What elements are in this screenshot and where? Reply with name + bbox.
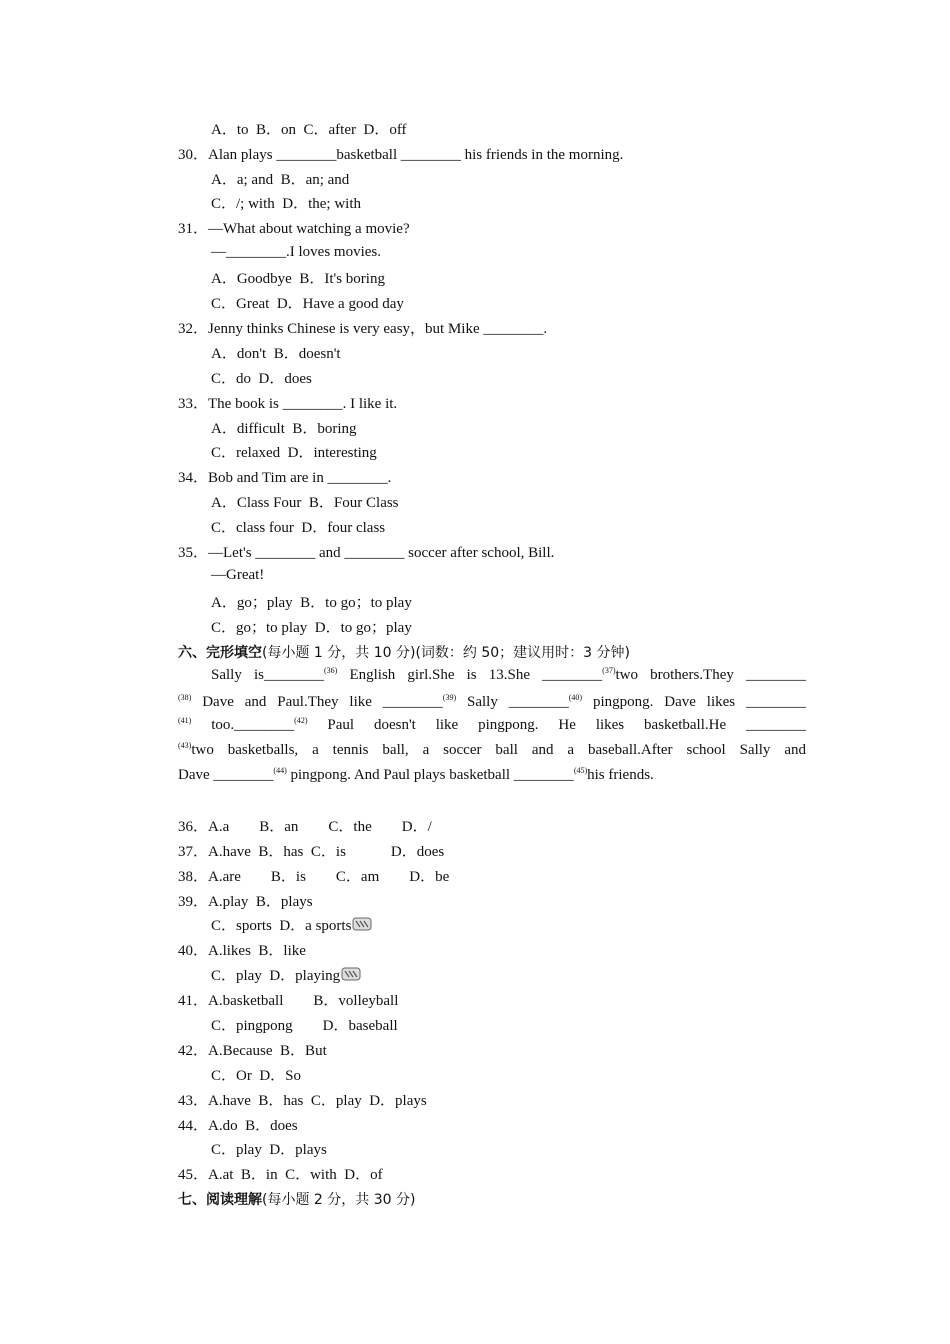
question-41: 41．A.basketball B．volleyball	[178, 993, 399, 1009]
question-40: 40．A.likes B．like	[178, 943, 306, 959]
q32-options-cd: C．do D．does	[211, 371, 312, 387]
q42-options-cd: C．Or D．So	[211, 1068, 302, 1084]
question-43: 43．A.have B．has C．play D．plays	[178, 1093, 427, 1109]
blank-39: (39)	[442, 693, 457, 702]
blank-37: (37)	[602, 666, 616, 675]
q31-options-cd: C．Great D．Have a good day	[211, 296, 404, 312]
question-30: 30．Alan plays ________basketball ________ his friends in the morning.	[178, 147, 624, 163]
q33-options-ab: A．difficult B．boring	[211, 421, 357, 437]
blank-45: (45)	[573, 766, 588, 775]
blank-43: (43)	[178, 741, 192, 750]
q35-options-cd: C．go；to play D．to go；play	[211, 620, 412, 636]
question-38: 38．A.are B．is C．am D．be	[178, 869, 450, 885]
question-42: 42．A.Because B．But	[178, 1043, 327, 1059]
q35-reply: —Great!	[211, 567, 265, 583]
school-stamp-icon	[352, 917, 372, 931]
q41-options-cd: C．pingpong D．baseball	[211, 1018, 398, 1034]
passage-line-1: Sally is________$^{(36)}$ English girl.She is 13.She ________$^{(37)}$two brothers.They ________	[211, 666, 806, 683]
school-stamp-icon	[341, 967, 361, 981]
passage-line-2: $^{(38)}$ Dave and Paul.They like ________$^{(39)}$ Sally ________$^{(40)}$ pingpong. Dave likes ________	[178, 693, 806, 710]
question-35: 35．—Let's ________ and ________ soccer after school, Bill.	[178, 545, 555, 561]
q29-options: A．to B．on C．after D．off	[211, 122, 407, 138]
question-44: 44．A.do B．does	[178, 1118, 298, 1134]
question-39: 39．A.play B．plays	[178, 894, 313, 910]
blank-40: (40)	[568, 693, 583, 702]
q34-options-cd: C．class four D．four class	[211, 520, 386, 536]
question-45: 45．A.at B．in C．with D．of	[178, 1167, 383, 1183]
passage-line-5: Dave ________$^{(44)}$ pingpong. And Paul plays basketball ________$^{(45)}$his friends.	[178, 766, 654, 783]
q30-options-cd: C．/; with D．the; with	[211, 196, 362, 212]
question-37: 37．A.have B．has C．is D．does	[178, 844, 445, 860]
question-34: 34．Bob and Tim are in ________.	[178, 470, 392, 486]
blank-38: (38)	[178, 693, 192, 702]
section-6-note: (每小题 1 分，共 10 分)(词数：约 50；建议用时：3 分钟)	[262, 645, 630, 661]
q31-options-ab: A．Goodbye B．It's boring	[211, 271, 385, 287]
q34-options-ab: A．Class Four B．Four Class	[211, 495, 399, 511]
q32-options-ab: A．don't B．doesn't	[211, 346, 341, 362]
q44-options-cd: C．play D．plays	[211, 1142, 327, 1158]
q31-reply: —________.I loves movies.	[211, 244, 381, 260]
question-36: 36．A.a B．an C．the D．/	[178, 819, 432, 835]
passage-line-4: $^{(43)}$two basketballs, a tennis ball, a soccer ball and a baseball.After school Sally and	[178, 741, 806, 758]
question-31: 31．—What about watching a movie?	[178, 221, 410, 237]
section-6-title: 六、完形填空	[178, 645, 262, 661]
q39-options-cd: C．sports D．a sports	[211, 916, 372, 936]
passage-line-3: $^{(41)}$ too.________$^{(42)}$ Paul doesn't like pingpong. He likes basketball.He ________	[178, 716, 806, 733]
blank-42: (42)	[294, 716, 308, 725]
section-7-note: (每小题 2 分，共 30 分)	[262, 1192, 416, 1208]
question-32: 32．Jenny thinks Chinese is very easy，but Mike ________.	[178, 321, 548, 337]
section-7-title: 七、阅读理解	[178, 1192, 262, 1208]
q40-options-cd: C．play D．playing	[211, 966, 361, 986]
blank-36: (36)	[323, 666, 338, 675]
blank-44: (44)	[273, 766, 287, 775]
q35-options-ab: A．go；play B．to go；to play	[211, 595, 412, 611]
blank-41: (41)	[178, 716, 192, 725]
q33-options-cd: C．relaxed D．interesting	[211, 445, 377, 461]
question-33: 33．The book is ________. I like it.	[178, 396, 398, 412]
section-7-heading	[178, 1190, 415, 1210]
q30-options-ab: A．a; and B．an; and	[211, 172, 350, 188]
section-6-heading	[178, 643, 630, 663]
